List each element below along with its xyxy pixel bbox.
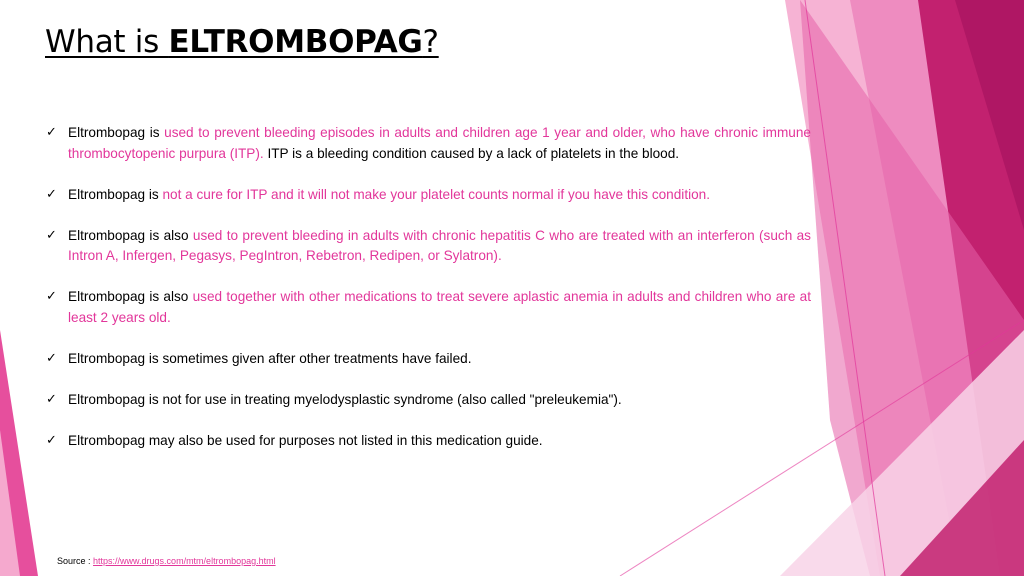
title-suffix: ? bbox=[422, 24, 439, 60]
bullet-highlight-text: used to prevent bleeding in adults with chronic hepatitis C who are treated with an interferon (such as Intron A, Infergen, Pegasys, PegIntron, Rebetron, Redipen, or Sylatron). bbox=[68, 227, 811, 263]
bullet-lead-text: Eltrombopag is bbox=[68, 186, 163, 202]
bullet-tail-text: ITP is a bleeding condition caused by a lack of platelets in the blood. bbox=[263, 145, 680, 161]
checkmark-icon: ✓ bbox=[46, 350, 57, 366]
source-label: Source : bbox=[57, 556, 94, 566]
title-prefix: What is bbox=[45, 24, 169, 60]
page-title bbox=[45, 24, 439, 60]
source-link[interactable]: https://www.drugs.com/mtm/eltrombopag.html bbox=[93, 556, 276, 566]
bullet-lead-text: Eltrombopag is also bbox=[68, 227, 193, 243]
checkmark-icon: ✓ bbox=[46, 227, 57, 243]
bullet-lead-text: Eltrombopag is bbox=[68, 125, 165, 140]
bullet-lead-text: Eltrombopag may also be used for purposes not listed in this medication guide. bbox=[68, 432, 543, 448]
checkmark-icon: ✓ bbox=[46, 289, 57, 304]
list-item bbox=[46, 226, 811, 267]
bullet-lead-text: Eltrombopag is also bbox=[68, 289, 193, 304]
checkmark-icon: ✓ bbox=[46, 186, 57, 202]
source-citation bbox=[57, 556, 276, 566]
list-item bbox=[46, 349, 811, 370]
bullet-list bbox=[46, 123, 811, 472]
bullet-highlight-text: not a cure for ITP and it will not make your platelet counts normal if you have this condition. bbox=[162, 186, 711, 202]
bullet-highlight-text: used together with other medications to treat severe aplastic anemia in adults and children who are at least 2 years old. bbox=[68, 289, 811, 325]
checkmark-icon: ✓ bbox=[46, 432, 57, 448]
list-item bbox=[46, 185, 811, 206]
checkmark-icon: ✓ bbox=[46, 391, 57, 407]
list-item bbox=[46, 390, 811, 411]
list-item bbox=[46, 431, 811, 452]
checkmark-icon: ✓ bbox=[46, 125, 57, 140]
bullet-lead-text: Eltrombopag is not for use in treating myelodysplastic syndrome (also called "preleukemia"). bbox=[68, 391, 622, 407]
bullet-highlight-text: used to prevent bleeding episodes in adults and children age 1 year and older, who have chronic immune thrombocytopenic purpura (ITP). bbox=[68, 125, 811, 161]
bullet-lead-text: Eltrombopag is sometimes given after other treatments have failed. bbox=[68, 350, 472, 366]
list-item bbox=[46, 123, 811, 164]
title-drug-name: ELTROMBOPAG bbox=[168, 24, 423, 60]
list-item bbox=[46, 287, 811, 328]
